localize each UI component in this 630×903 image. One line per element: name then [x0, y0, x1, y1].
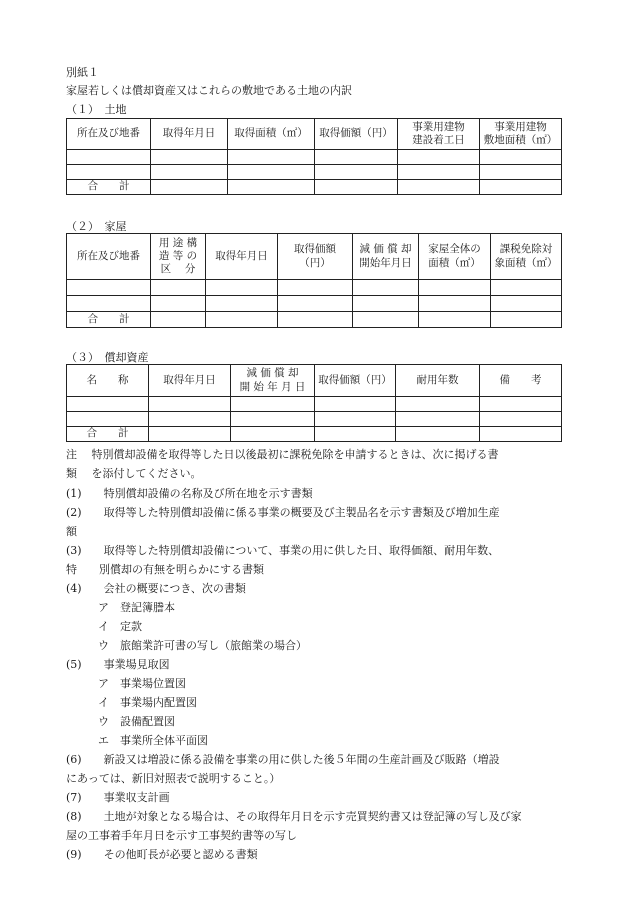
land-header-acq-price: 取得価額（円） [315, 119, 398, 150]
assets-table [66, 364, 562, 442]
assets-heading: （３） 償却資産 [66, 351, 149, 364]
attachment-label: 別紙１ [66, 66, 99, 79]
assets-total-row [67, 427, 562, 442]
house-header-acq-date: 取得年月日 [206, 234, 278, 280]
note-item-5c: ウ 設備配置図 [98, 715, 175, 728]
note-item-5d: エ 事業所全体平面図 [98, 734, 208, 747]
table-row [67, 296, 562, 312]
land-total-label: 合 計 [67, 180, 151, 195]
note-item-8-line1: (8) 土地が対象となる場合は、その取得年月日を示す売買契約書又は登記簿の写し及び家 [66, 810, 522, 823]
table-row [67, 412, 562, 427]
assets-total-label: 合 計 [67, 427, 149, 442]
house-total-row [67, 312, 562, 328]
note-item-4b: イ 定款 [98, 620, 142, 633]
note-item-8-line2: 屋の工事着手年月日を示す工事契約書等の写し [66, 829, 297, 842]
assets-header-depreciation-start: 減 価 償 却 開 始 年 月 日 [231, 365, 315, 397]
note-item-3-line1: (3) 取得等した特別償却設備について、事業の用に供した日、取得価額、耐用年数、 [66, 544, 500, 557]
assets-header-useful-life: 耐用年数 [396, 365, 480, 397]
table-row [67, 150, 562, 165]
house-heading: （２） 家屋 [66, 220, 127, 233]
note-item-4: (4) 会社の概要につき、次の書類 [66, 582, 246, 595]
note-item-7: (7) 事業収支計画 [66, 791, 170, 804]
note-item-5: (5) 事業場見取図 [66, 658, 170, 671]
land-header-acq-date: 取得年月日 [151, 119, 228, 150]
note-item-2-line1: (2) 取得等した特別償却設備に係る事業の概要及び主製品名を示す書類及び増加生産 [66, 506, 500, 519]
house-header-location: 所在及び地番 [67, 234, 151, 280]
table-row [67, 165, 562, 180]
note-item-6-line1: (6) 新設又は増設に係る設備を事業の用に供した後５年間の生産計画及び販路（増設 [66, 753, 500, 766]
house-header-acq-price: 取得価額 （円） [278, 234, 353, 280]
note-item-3-line2: 特 別償却の有無を明らかにする書類 [66, 563, 264, 576]
assets-header-name: 名 称 [67, 365, 149, 397]
note-item-4a: ア 登記簿謄本 [98, 601, 175, 614]
land-table [66, 118, 562, 195]
house-header-total-area: 家屋全体の 面積（㎡） [419, 234, 491, 280]
land-header-site-area: 事業用建物 敷地面積（㎡） [480, 119, 562, 150]
house-header-use-structure: 用 途 構 造 等 の 区 分 [151, 234, 206, 280]
house-header-exempt-area: 課税免除対 象面積（㎡） [491, 234, 562, 280]
table-row [67, 280, 562, 296]
note-item-5a: ア 事業場位置図 [98, 677, 186, 690]
note-intro-line1: 注 特別償却設備を取得等した日以後最初に課税免除を申請するときは、次に掲げる書 [66, 448, 499, 461]
note-intro-line2: 類 を添付してください。 [66, 467, 202, 480]
land-header-location: 所在及び地番 [67, 119, 151, 150]
table-row [67, 397, 562, 412]
land-heading: （１） 土地 [66, 103, 127, 116]
page-title: 家屋若しくは償却資産又はこれらの敷地である土地の内訳 [66, 84, 352, 97]
house-table [66, 233, 562, 328]
house-total-label: 合 計 [67, 312, 151, 328]
note-item-5b: イ 事業場内配置図 [98, 696, 197, 709]
land-header-construction-start: 事業用建物 建設着工日 [398, 119, 480, 150]
assets-header-acq-price: 取得価額（円） [315, 365, 396, 397]
note-item-6-line2: にあっては、新旧対照表で説明すること。） [66, 772, 281, 785]
note-item-9: (9) その他町長が必要と認める書類 [66, 848, 258, 861]
note-item-2-line2: 額 [66, 525, 77, 538]
assets-header-acq-date: 取得年月日 [149, 365, 231, 397]
note-item-1: (1) 特別償却設備の名称及び所在地を示す書類 [66, 487, 313, 500]
house-header-depreciation-start: 減 価 償 却 開始年月日 [353, 234, 419, 280]
note-item-4c: ウ 旅館業許可書の写し（旅館業の場合） [98, 639, 307, 652]
assets-header-remarks: 備 考 [480, 365, 562, 397]
land-header-acq-area: 取得面積（㎡） [228, 119, 315, 150]
land-total-row [67, 180, 562, 195]
